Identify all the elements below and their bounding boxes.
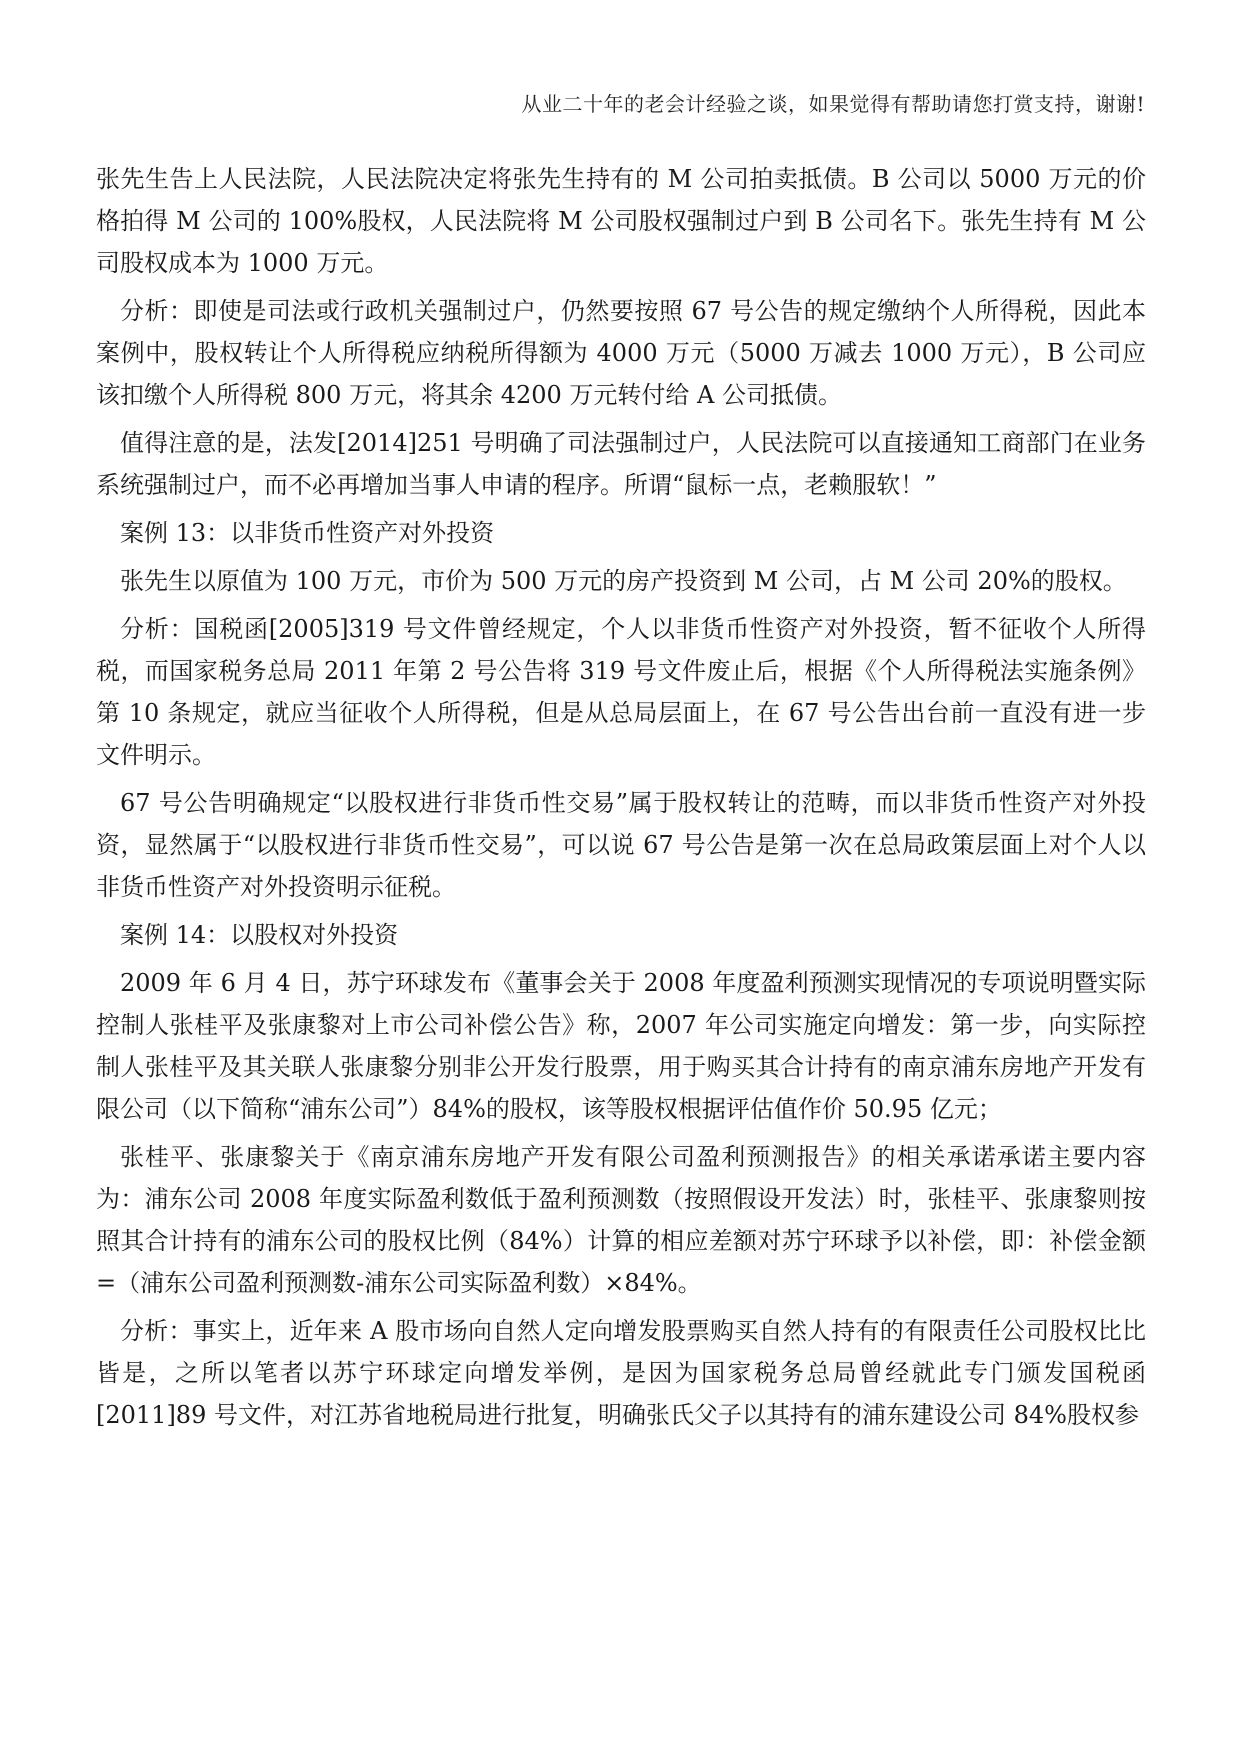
paragraph-case-14-commitment: 张桂平、张康黎关于《南京浦东房地产开发有限公司盈利预测报告》的相关承诺承诺主要内容为：浦东公司 2008 年度实际盈利数低于盈利预测数（按照假设开发法）时，张桂平、张康黎则按照其合计持有的浦东公司的股权比例（84%）计算的相应差额对苏宁环球予以补偿，即：补偿金额=（浦东公司盈利预测数-浦东公司实际盈利数）×84%。 — [96, 1143, 1146, 1297]
paragraph-judicial-transfer-note: 值得注意的是，法发[2014]251 号明确了司法强制过户，人民法院可以直接通知工商部门在业务系统强制过户，而不必再增加当事人申请的程序。所谓“鼠标一点，老赖服软！” — [96, 429, 1146, 499]
paragraph-announcement-67: 67 号公告明确规定“以股权进行非货币性交易”属于股权转让的范畴，而以非货币性资产对外投资，显然属于“以股权进行非货币性交易”，可以说 67 号公告是第一次在总局政策层面上对个人以非货币性资产对外投资明示征税。 — [96, 789, 1146, 901]
paragraph-case-13-description: 张先生以原值为 100 万元，市价为 500 万元的房产投资到 M 公司，占 M 公司 20%的股权。 — [120, 567, 1127, 595]
paragraph-auction-analysis: 分析：即使是司法或行政机关强制过户，仍然要按照 67 号公告的规定缴纳个人所得税，因此本案例中，股权转让个人所得税应纳税所得额为 4000 万元（5000 万减去 1000 万元），B 公司应该扣缴个人所得税 800 万元，将其余 4200 万元转付给 A 公司抵债。 — [96, 297, 1146, 409]
paragraph-case-13-analysis: 分析：国税函[2005]319 号文件曾经规定，个人以非货币性资产对外投资，暂不征收个人所得税，而国家税务总局 2011 年第 2 号公告将 319 号文件废止后，根据《个人所得税法实施条例》第 10 条规定，就应当征收个人所得税，但是从总局层面上，在 67 号公告出台前一直没有进一步文件明示。 — [96, 615, 1146, 769]
header-note: 从业二十年的老会计经验之谈，如果觉得有帮助请您打赏支持，谢谢! — [521, 92, 1145, 116]
paragraph-case-14-description: 2009 年 6 月 4 日，苏宁环球发布《董事会关于 2008 年度盈利预测实现情况的专项说明暨实际控制人张桂平及张康黎对上市公司补偿公告》称，2007 年公司实施定向增发：第一步，向实际控制人张桂平及其关联人张康黎分别非公开发行股票，用于购买其合计持有的南京浦东房地产开发有限公司（以下简称“浦东公司”）84%的股权，该等股权根据评估值作价 50.95 亿元； — [96, 969, 1146, 1123]
case-14-heading: 案例 14：以股权对外投资 — [120, 921, 399, 949]
paragraph-auction-case: 张先生告上人民法院，人民法院决定将张先生持有的 M 公司拍卖抵债。B 公司以 5000 万元的价格拍得 M 公司的 100%股权，人民法院将 M 公司股权强制过户到 B 公司名下。张先生持有 M 公司股权成本为 1000 万元。 — [96, 165, 1146, 277]
case-13-heading: 案例 13：以非货币性资产对外投资 — [120, 519, 495, 547]
paragraph-case-14-analysis: 分析：事实上，近年来 A 股市场向自然人定向增发股票购买自然人持有的有限责任公司股权比比皆是，之所以笔者以苏宁环球定向增发举例，是因为国家税务总局曾经就此专门颁发国税函[2011]89 号文件，对江苏省地税局进行批复，明确张氏父子以其持有的浦东建设公司 84%股权参 — [96, 1317, 1146, 1429]
document-body — [96, 158, 1146, 1442]
